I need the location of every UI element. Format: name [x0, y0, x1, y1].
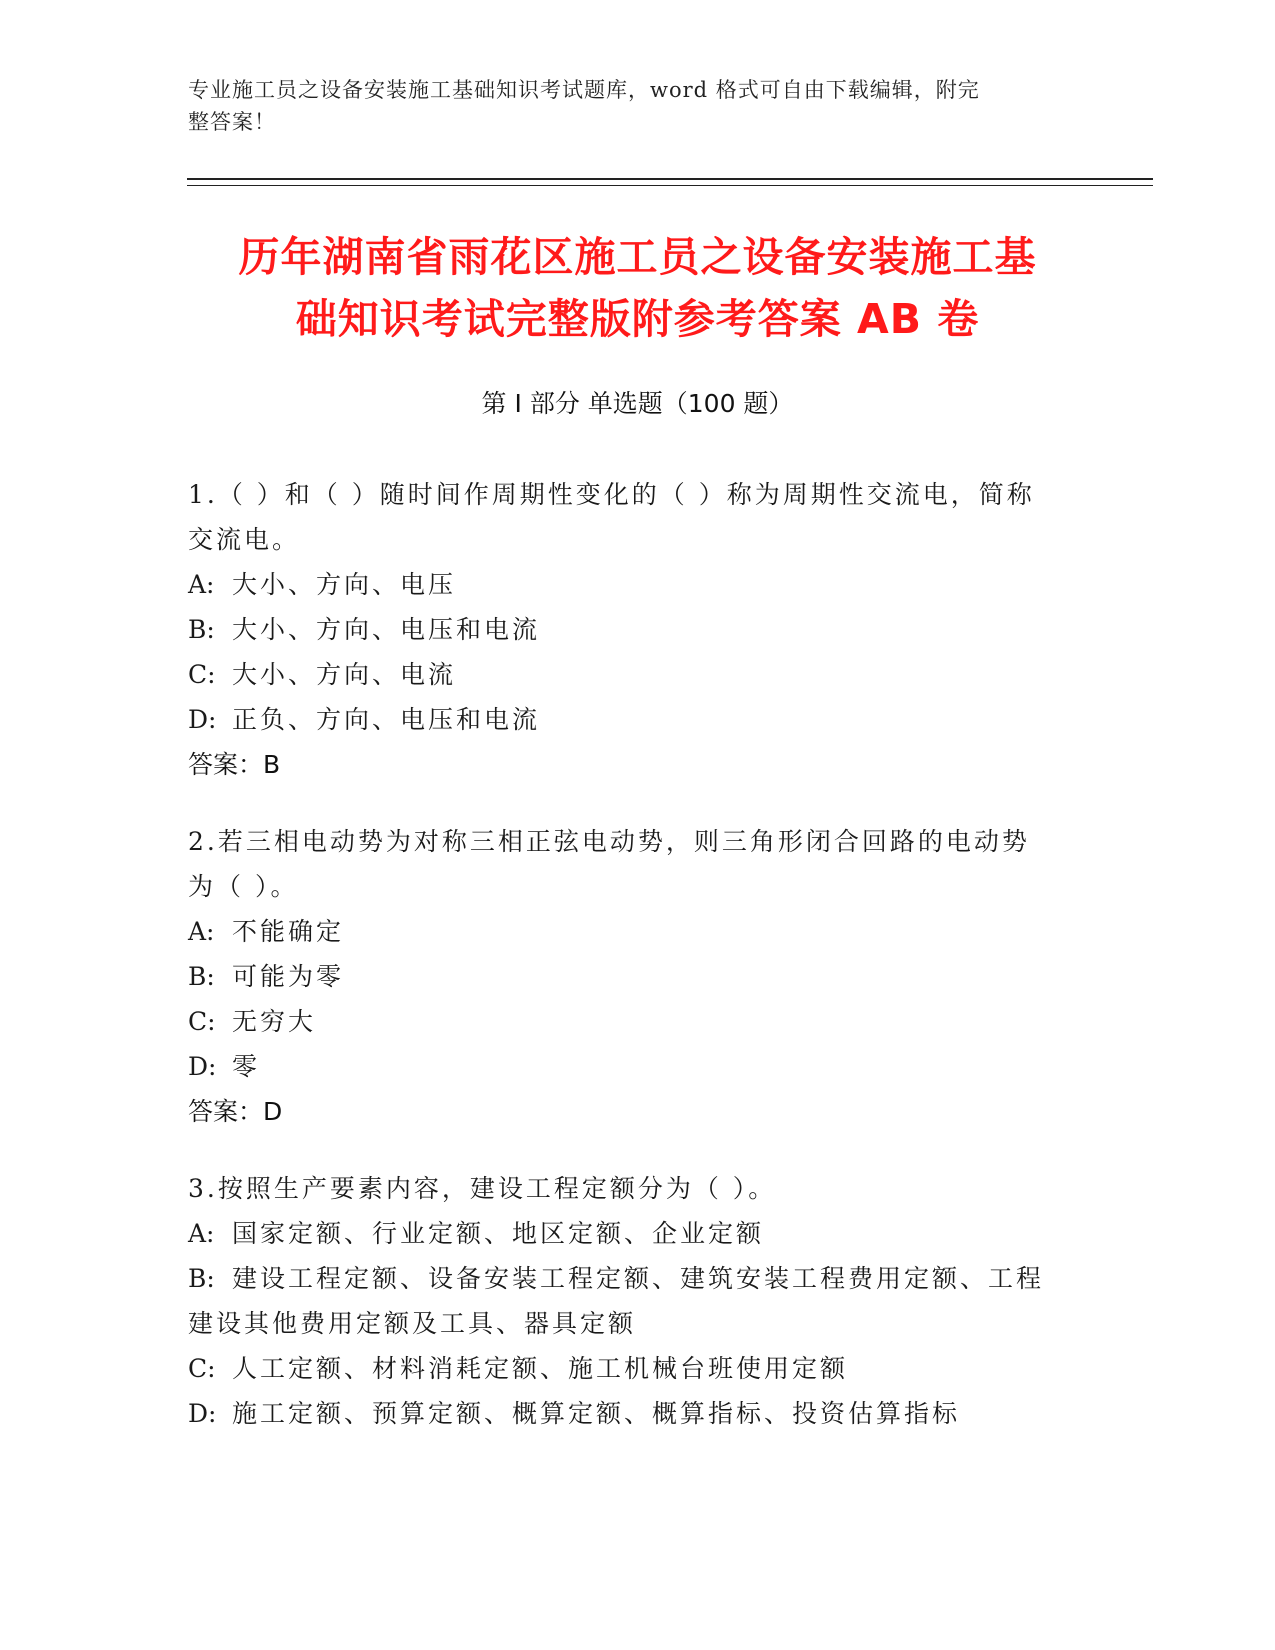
option-text: 正负、方向、电压和电流: [232, 705, 541, 734]
option-letter: D:: [188, 1399, 217, 1428]
option-d: [188, 1044, 1078, 1089]
option-text: 国家定额、行业定额、地区定额、企业定额: [232, 1219, 765, 1248]
option-letter: A:: [188, 1219, 215, 1248]
option-text: 人工定额、材料消耗定额、施工机械台班使用定额: [232, 1354, 849, 1383]
option-c: [188, 1346, 1078, 1391]
answer-label: 答案：D: [188, 1097, 283, 1126]
option-text: 无穷大: [232, 1007, 317, 1036]
question-stem: 2.若三相电动势为对称三相正弦电动势，则三角形闭合回路的电动势: [188, 827, 1030, 856]
option-letter: D:: [188, 705, 217, 734]
header-note-line: 专业施工员之设备安装施工基础知识考试题库，word 格式可自由下载编辑，附完: [188, 78, 980, 102]
option-text: 建设工程定额、设备安装工程定额、建筑安装工程费用定额、工程: [232, 1264, 1045, 1293]
option-text: 不能确定: [232, 917, 345, 946]
option-text: 零: [232, 1052, 261, 1081]
option-b: [188, 607, 1078, 652]
option-letter: A:: [188, 570, 215, 599]
document-title-line: 历年湖南省雨花区施工员之设备安装施工基: [238, 233, 1037, 281]
header-divider: [187, 178, 1153, 180]
option-text: 施工定额、预算定额、概算定额、概算指标、投资估算指标: [232, 1399, 961, 1428]
option-a: [188, 909, 1078, 954]
option-letter: C:: [188, 660, 216, 689]
option-c: [188, 652, 1078, 697]
option-letter: C:: [188, 1354, 216, 1383]
option-letter: D:: [188, 1052, 217, 1081]
option-letter: B:: [188, 1264, 215, 1293]
document-title-line: 础知识考试完整版附参考答案 AB 卷: [295, 295, 980, 343]
question-item: [188, 819, 1078, 1134]
question-stem: 3.按照生产要素内容，建设工程定额分为（ ）。: [188, 1174, 777, 1203]
option-a: [188, 1211, 1078, 1256]
header-note: [188, 74, 1068, 138]
option-letter: C:: [188, 1007, 216, 1036]
option-text: 大小、方向、电压和电流: [232, 615, 541, 644]
section-heading: 第 I 部分 单选题（100 题）: [481, 389, 794, 418]
option-text: 大小、方向、电流: [232, 660, 457, 689]
question-item: [188, 1166, 1078, 1436]
option-letter: B:: [188, 615, 215, 644]
option-d: [188, 1391, 1078, 1436]
question-list: [188, 472, 1078, 1468]
option-letter: B:: [188, 962, 215, 991]
answer-label: 答案：B: [188, 750, 281, 779]
option-b: [188, 954, 1078, 999]
question-stem: 1.（ ）和（ ）随时间作周期性变化的（ ）称为周期性交流电，简称: [188, 480, 1035, 509]
document-title: [160, 226, 1115, 350]
option-d: [188, 697, 1078, 742]
option-letter: A:: [188, 917, 215, 946]
question-stem-continued: 为（ ）。: [188, 872, 299, 901]
option-b: [188, 1256, 1078, 1301]
option-b-continued: [188, 1301, 1078, 1346]
option-text: 可能为零: [232, 962, 345, 991]
option-text: 大小、方向、电压: [232, 570, 457, 599]
question-item: [188, 472, 1078, 787]
question-stem-continued: 交流电。: [188, 525, 301, 554]
option-a: [188, 562, 1078, 607]
header-note-line: 整答案！: [188, 110, 276, 134]
option-text-continued: 建设其他费用定额及工具、器具定额: [188, 1309, 637, 1338]
option-c: [188, 999, 1078, 1044]
header-divider-thin: [187, 185, 1153, 186]
